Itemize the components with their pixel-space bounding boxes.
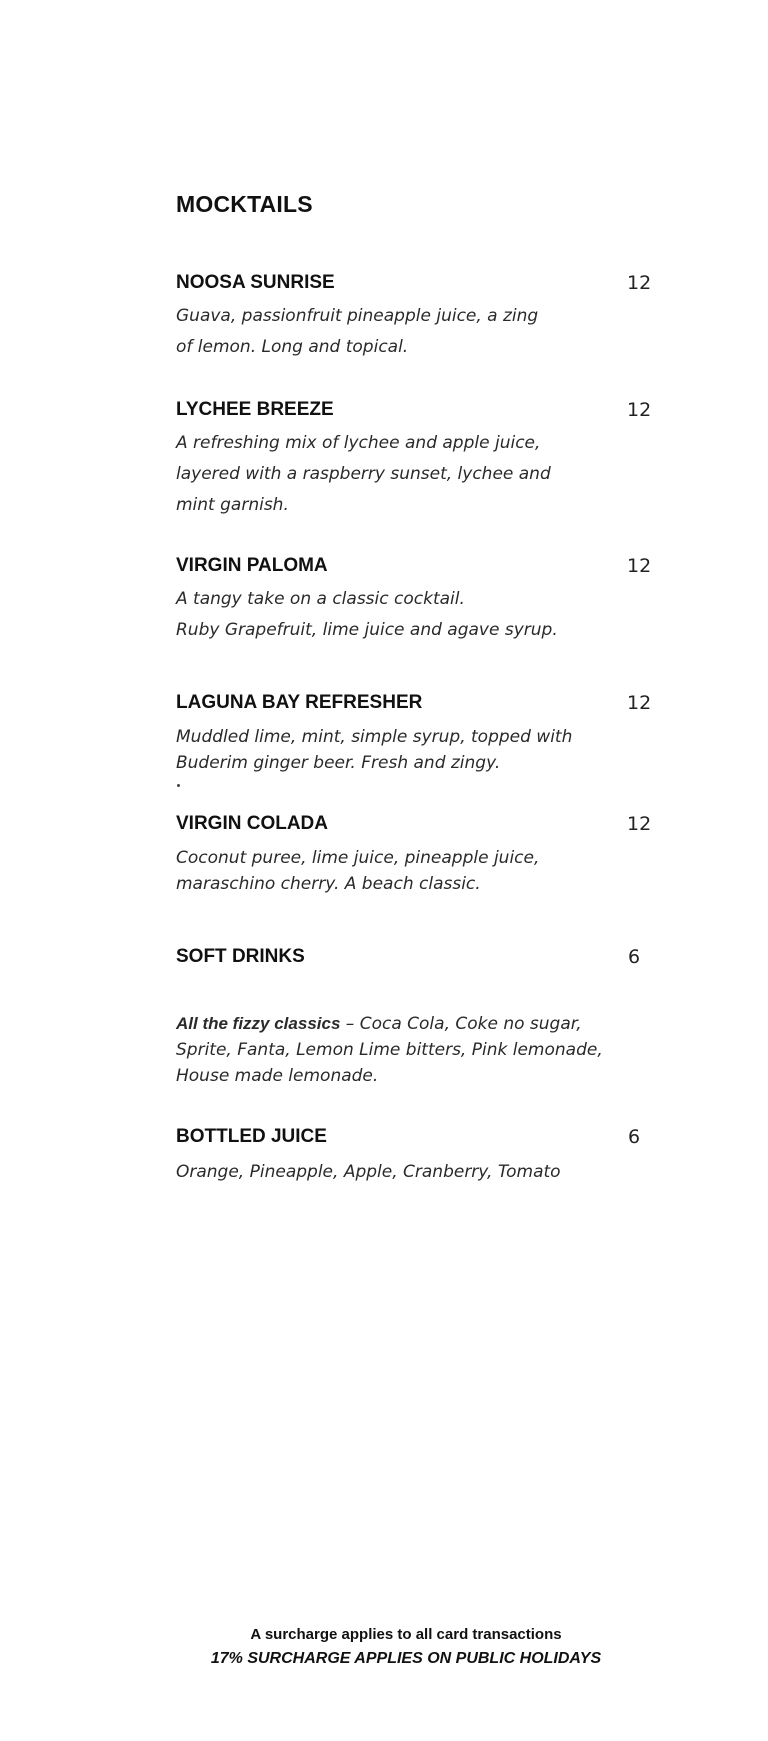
item-desc-bottled-juice xyxy=(176,1159,561,1185)
desc-line: maraschino cherry. A beach classic. xyxy=(176,874,481,894)
desc-line: House made lemonade. xyxy=(176,1066,379,1086)
item-desc-virgin-paloma xyxy=(176,584,558,646)
desc-line: Muddled lime, mint, simple syrup, topped with xyxy=(176,727,573,747)
item-desc-laguna-bay-refresher xyxy=(176,724,572,776)
item-name-laguna-bay-refresher: LAGUNA BAY REFRESHER xyxy=(176,692,423,713)
item-desc-virgin-colada xyxy=(176,845,539,897)
desc-line xyxy=(176,1011,603,1037)
item-price-noosa-sunrise: 12 xyxy=(627,272,652,294)
item-price-virgin-paloma: 12 xyxy=(627,555,652,577)
item-name-virgin-colada: VIRGIN COLADA xyxy=(176,813,328,834)
desc-line: A refreshing mix of lychee and apple juice, xyxy=(176,433,541,453)
desc-line: Ruby Grapefruit, lime juice and agave syrup. xyxy=(176,620,558,640)
item-name-noosa-sunrise: NOOSA SUNRISE xyxy=(176,272,335,293)
desc-line: Coconut puree, lime juice, pineapple juice, xyxy=(176,848,540,868)
desc-line-rest: – Coca Cola, Coke no sugar, xyxy=(340,1014,582,1034)
desc-line: Guava, passionfruit pineapple juice, a zing xyxy=(176,306,539,326)
desc-line: mint garnish. xyxy=(176,495,289,515)
item-price-laguna-bay-refresher: 12 xyxy=(627,692,652,714)
item-name-soft-drinks: SOFT DRINKS xyxy=(176,946,305,967)
item-name-virgin-paloma: VIRGIN PALOMA xyxy=(176,555,328,576)
desc-line: of lemon. Long and topical. xyxy=(176,337,409,357)
desc-line: Buderim ginger beer. Fresh and zingy. xyxy=(176,753,501,773)
desc-line: Orange, Pineapple, Apple, Cranberry, Tomato xyxy=(176,1162,561,1182)
item-desc-lychee-breeze xyxy=(176,428,551,521)
stray-dot xyxy=(177,784,180,787)
holiday-surcharge-note: 17% SURCHARGE APPLIES ON PUBLIC HOLIDAYS xyxy=(210,1650,602,1667)
desc-lead: All the fizzy classics xyxy=(176,1014,341,1033)
desc-line: Sprite, Fanta, Lemon Lime bitters, Pink lemonade, xyxy=(176,1040,603,1060)
desc-line: A tangy take on a classic cocktail. xyxy=(176,589,465,609)
item-price-lychee-breeze: 12 xyxy=(627,399,652,421)
item-price-virgin-colada: 12 xyxy=(627,813,652,835)
item-price-bottled-juice: 6 xyxy=(628,1126,641,1148)
item-name-lychee-breeze: LYCHEE BREEZE xyxy=(176,399,334,420)
item-name-bottled-juice: BOTTLED JUICE xyxy=(176,1126,327,1147)
desc-line: layered with a raspberry sunset, lychee and xyxy=(176,464,551,484)
section-title: MOCKTAILS xyxy=(176,191,313,217)
item-desc-soft-drinks xyxy=(176,1011,603,1089)
item-desc-noosa-sunrise xyxy=(176,301,538,363)
item-price-soft-drinks: 6 xyxy=(628,946,641,968)
surcharge-note: A surcharge applies to all card transactions xyxy=(250,1626,562,1643)
